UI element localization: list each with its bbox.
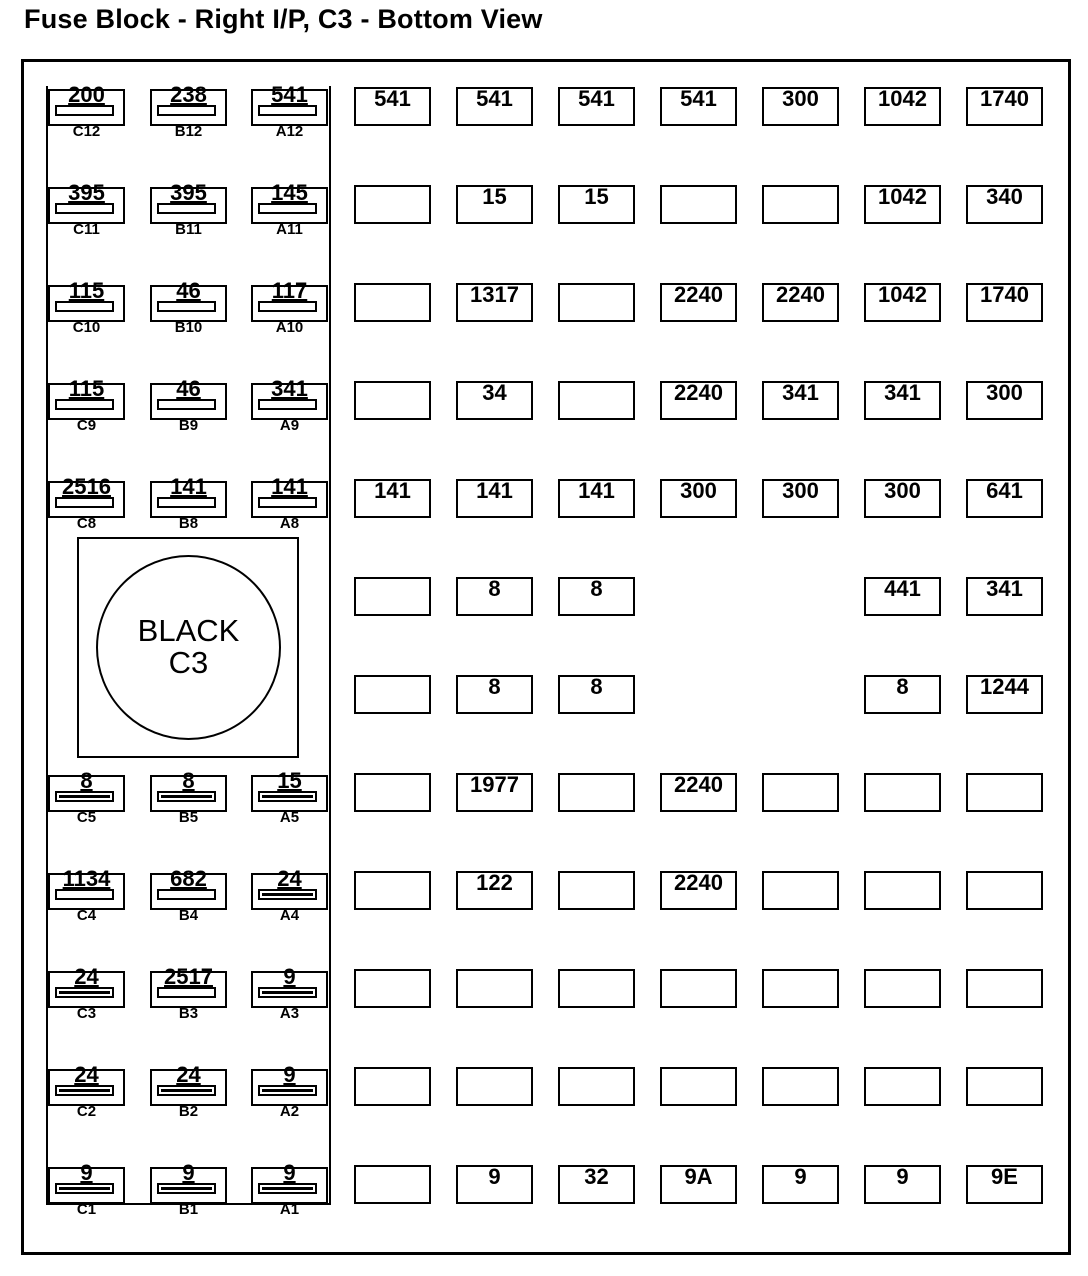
circuit-number: 9 (283, 964, 296, 989)
cavity (660, 871, 737, 910)
terminal-id: A8 (279, 515, 300, 532)
terminal-id: A9 (279, 417, 300, 434)
circuit-number: 541 (271, 82, 308, 107)
terminal-id: A2 (279, 1103, 300, 1120)
cavity (864, 381, 941, 420)
circuit-number: 300 (782, 478, 819, 503)
terminal-id: A5 (279, 809, 300, 826)
circuit-number: 300 (680, 478, 717, 503)
terminal-c1 (48, 1160, 125, 1218)
cavity (660, 283, 737, 322)
circuit-number: 300 (986, 380, 1023, 405)
circuit-number: 238 (170, 82, 207, 107)
cavity (354, 969, 431, 1008)
terminal-id: A1 (279, 1201, 300, 1218)
cavity (966, 381, 1043, 420)
circuit-number: 34 (482, 380, 507, 405)
cavity (354, 871, 431, 910)
circuit-number: 9 (488, 1164, 501, 1189)
connector-color-label: BLACK (137, 613, 240, 648)
circuit-number: 395 (170, 180, 207, 205)
circuit-number: 541 (374, 86, 411, 111)
terminal-id: B5 (178, 809, 199, 826)
page-title: Fuse Block - Right I/P, C3 - Bottom View (24, 4, 543, 34)
terminal-id: B4 (178, 907, 199, 924)
circuit-number: 15 (277, 768, 302, 793)
cavity (660, 969, 737, 1008)
circuit-number: 8 (182, 768, 195, 793)
terminal-id: B3 (178, 1005, 199, 1022)
terminal-id: B1 (178, 1201, 199, 1218)
cavity (762, 1067, 839, 1106)
terminal-b2 (150, 1062, 227, 1120)
cavity (456, 969, 533, 1008)
cavity (456, 283, 533, 322)
terminal-c9 (48, 376, 125, 434)
cavity (660, 1165, 737, 1204)
circuit-number: 24 (74, 1062, 99, 1087)
cavity (762, 1165, 839, 1204)
circuit-number: 2240 (674, 282, 723, 307)
circuit-number: 46 (176, 376, 201, 401)
cavity (558, 773, 635, 812)
circuit-number: 9E (991, 1164, 1018, 1189)
cavity (864, 185, 941, 224)
cavity (762, 871, 839, 910)
cavity (558, 675, 635, 714)
circuit-number: 641 (986, 478, 1023, 503)
circuit-number: 141 (170, 474, 207, 499)
cavity (456, 1067, 533, 1106)
cavity (966, 185, 1043, 224)
circuit-number: 340 (986, 184, 1023, 209)
cavity (864, 577, 941, 616)
circuit-number: 24 (277, 866, 302, 891)
circuit-number: 117 (271, 278, 308, 303)
terminal-c11 (48, 180, 125, 238)
cavity (354, 675, 431, 714)
circuit-number: 9 (896, 1164, 909, 1189)
cavity (456, 87, 533, 126)
cavity (762, 479, 839, 518)
circuit-number: 1977 (470, 772, 519, 797)
terminal-a12 (251, 82, 328, 140)
cavity (966, 1165, 1043, 1204)
terminal-id: B10 (174, 319, 203, 336)
cavity (558, 1067, 635, 1106)
terminal-id: C9 (76, 417, 97, 434)
terminal-id: C2 (76, 1103, 97, 1120)
terminal-a10 (251, 278, 328, 336)
terminal-b10 (150, 278, 227, 336)
terminal-c12 (48, 82, 125, 140)
cavity (966, 87, 1043, 126)
cavity (864, 283, 941, 322)
circuit-number: 122 (476, 870, 513, 895)
terminal-id: B12 (174, 123, 203, 140)
terminal-c8 (48, 474, 125, 532)
circuit-number: 1134 (62, 866, 111, 891)
terminal-b12 (150, 82, 227, 140)
cavity (354, 381, 431, 420)
cavity (762, 773, 839, 812)
terminal-a8 (251, 474, 328, 532)
circuit-number: 2517 (164, 964, 213, 989)
cavity (354, 87, 431, 126)
circuit-number: 24 (176, 1062, 201, 1087)
cavity (966, 773, 1043, 812)
terminal-a11 (251, 180, 328, 238)
cavity (864, 1067, 941, 1106)
circuit-number: 141 (578, 478, 615, 503)
cavity (864, 1165, 941, 1204)
circuit-number: 9 (182, 1160, 195, 1185)
cavity (354, 1067, 431, 1106)
circuit-number: 541 (476, 86, 513, 111)
circuit-number: 341 (986, 576, 1023, 601)
cavity (864, 871, 941, 910)
terminal-id: A3 (279, 1005, 300, 1022)
terminal-id: A10 (275, 319, 304, 336)
cavity (354, 1165, 431, 1204)
terminal-a3 (251, 964, 328, 1022)
cavity (966, 479, 1043, 518)
terminal-id: B2 (178, 1103, 199, 1120)
cavity (558, 871, 635, 910)
circuit-number: 15 (584, 184, 609, 209)
circuit-number: 115 (68, 376, 105, 401)
circuit-number: 1042 (878, 282, 927, 307)
cavity (354, 479, 431, 518)
circuit-number: 141 (476, 478, 513, 503)
circuit-number: 8 (488, 576, 501, 601)
circuit-number: 8 (80, 768, 93, 793)
circuit-number: 32 (584, 1164, 609, 1189)
cavity (558, 87, 635, 126)
circuit-number: 541 (680, 86, 717, 111)
cavity (456, 675, 533, 714)
terminal-id: C11 (73, 221, 100, 238)
cavity (966, 675, 1043, 714)
connector-id-label: C3 (168, 645, 209, 680)
circuit-number: 682 (170, 866, 207, 891)
circuit-number: 8 (488, 674, 501, 699)
terminal-c3 (48, 964, 125, 1022)
terminal-b1 (150, 1160, 227, 1218)
circuit-number: 441 (884, 576, 921, 601)
terminal-id: C3 (76, 1005, 97, 1022)
terminal-b11 (150, 180, 227, 238)
cavity (456, 381, 533, 420)
terminal-id: B8 (178, 515, 199, 532)
circuit-number: 341 (782, 380, 819, 405)
cavity (762, 381, 839, 420)
cavity (660, 381, 737, 420)
circuit-number: 341 (884, 380, 921, 405)
circuit-number: 141 (271, 474, 308, 499)
circuit-number: 8 (590, 576, 603, 601)
cavity (762, 969, 839, 1008)
terminal-a4 (251, 866, 328, 924)
cavity (456, 577, 533, 616)
cavity (966, 1067, 1043, 1106)
cavity (864, 675, 941, 714)
terminal-b4 (150, 866, 227, 924)
cavity (558, 969, 635, 1008)
cavity (456, 1165, 533, 1204)
circuit-number: 46 (176, 278, 201, 303)
terminal-c10 (48, 278, 125, 336)
circuit-number: 1317 (470, 282, 519, 307)
terminal-a5 (251, 768, 328, 826)
circuit-number: 300 (884, 478, 921, 503)
cavity (354, 283, 431, 322)
terminal-c5 (48, 768, 125, 826)
terminal-id: A12 (275, 123, 304, 140)
cavity (762, 185, 839, 224)
circuit-number: 9 (794, 1164, 807, 1189)
cavity (354, 577, 431, 616)
cavity (558, 381, 635, 420)
circuit-number: 200 (68, 82, 105, 107)
circuit-number: 9 (283, 1160, 296, 1185)
cavity (456, 773, 533, 812)
terminal-id: C12 (72, 123, 101, 140)
circuit-number: 1042 (878, 86, 927, 111)
circuit-number: 1740 (980, 282, 1029, 307)
circuit-number: 8 (896, 674, 909, 699)
cavity (660, 1067, 737, 1106)
circuit-number: 8 (590, 674, 603, 699)
circuit-number: 9A (684, 1164, 713, 1189)
cavity (456, 871, 533, 910)
terminal-b8 (150, 474, 227, 532)
terminal-c2 (48, 1062, 125, 1120)
circuit-number: 2240 (776, 282, 825, 307)
terminal-a1 (251, 1160, 328, 1218)
circuit-number: 9 (283, 1062, 296, 1087)
cavity (456, 185, 533, 224)
cavity (354, 185, 431, 224)
terminal-id: A4 (279, 907, 300, 924)
circuit-number: 141 (374, 478, 411, 503)
circuit-number: 2240 (674, 870, 723, 895)
cavity (660, 87, 737, 126)
cavity (558, 479, 635, 518)
cavity (558, 1165, 635, 1204)
circuit-number: 300 (782, 86, 819, 111)
cavity (558, 577, 635, 616)
terminal-b5 (150, 768, 227, 826)
cavity (762, 283, 839, 322)
circuit-number: 1740 (980, 86, 1029, 111)
terminal-id: B9 (178, 417, 199, 434)
cavity (558, 283, 635, 322)
terminal-id: C5 (76, 809, 97, 826)
terminal-id: C8 (76, 515, 97, 532)
circuit-number: 1244 (980, 674, 1029, 699)
terminal-a9 (251, 376, 328, 434)
circuit-number: 24 (74, 964, 99, 989)
connector-label (96, 615, 281, 679)
cavity (660, 479, 737, 518)
terminal-id: C1 (76, 1201, 97, 1218)
circuit-number: 541 (578, 86, 615, 111)
cavity (966, 969, 1043, 1008)
circuit-number: 145 (271, 180, 308, 205)
circuit-number: 9 (80, 1160, 93, 1185)
cavity (966, 283, 1043, 322)
cavity (354, 773, 431, 812)
circuit-number: 1042 (878, 184, 927, 209)
cavity (966, 871, 1043, 910)
cavity (456, 479, 533, 518)
terminal-b3 (150, 964, 227, 1022)
cavity (864, 87, 941, 126)
cavity (864, 773, 941, 812)
circuit-number: 2240 (674, 772, 723, 797)
cavity (660, 185, 737, 224)
cavity (966, 577, 1043, 616)
cavity (864, 479, 941, 518)
circuit-number: 15 (482, 184, 507, 209)
circuit-number: 341 (271, 376, 308, 401)
circuit-number: 115 (68, 278, 105, 303)
cavity (864, 969, 941, 1008)
cavity (558, 185, 635, 224)
cavity (762, 87, 839, 126)
circuit-number: 395 (68, 180, 105, 205)
circuit-number: 2240 (674, 380, 723, 405)
circuit-number: 2516 (62, 474, 111, 499)
terminal-id: A11 (276, 221, 303, 238)
cavity (660, 773, 737, 812)
terminal-id: C10 (72, 319, 101, 336)
terminal-b9 (150, 376, 227, 434)
terminal-id: B11 (175, 221, 202, 238)
terminal-a2 (251, 1062, 328, 1120)
terminal-c4 (48, 866, 125, 924)
terminal-id: C4 (76, 907, 97, 924)
